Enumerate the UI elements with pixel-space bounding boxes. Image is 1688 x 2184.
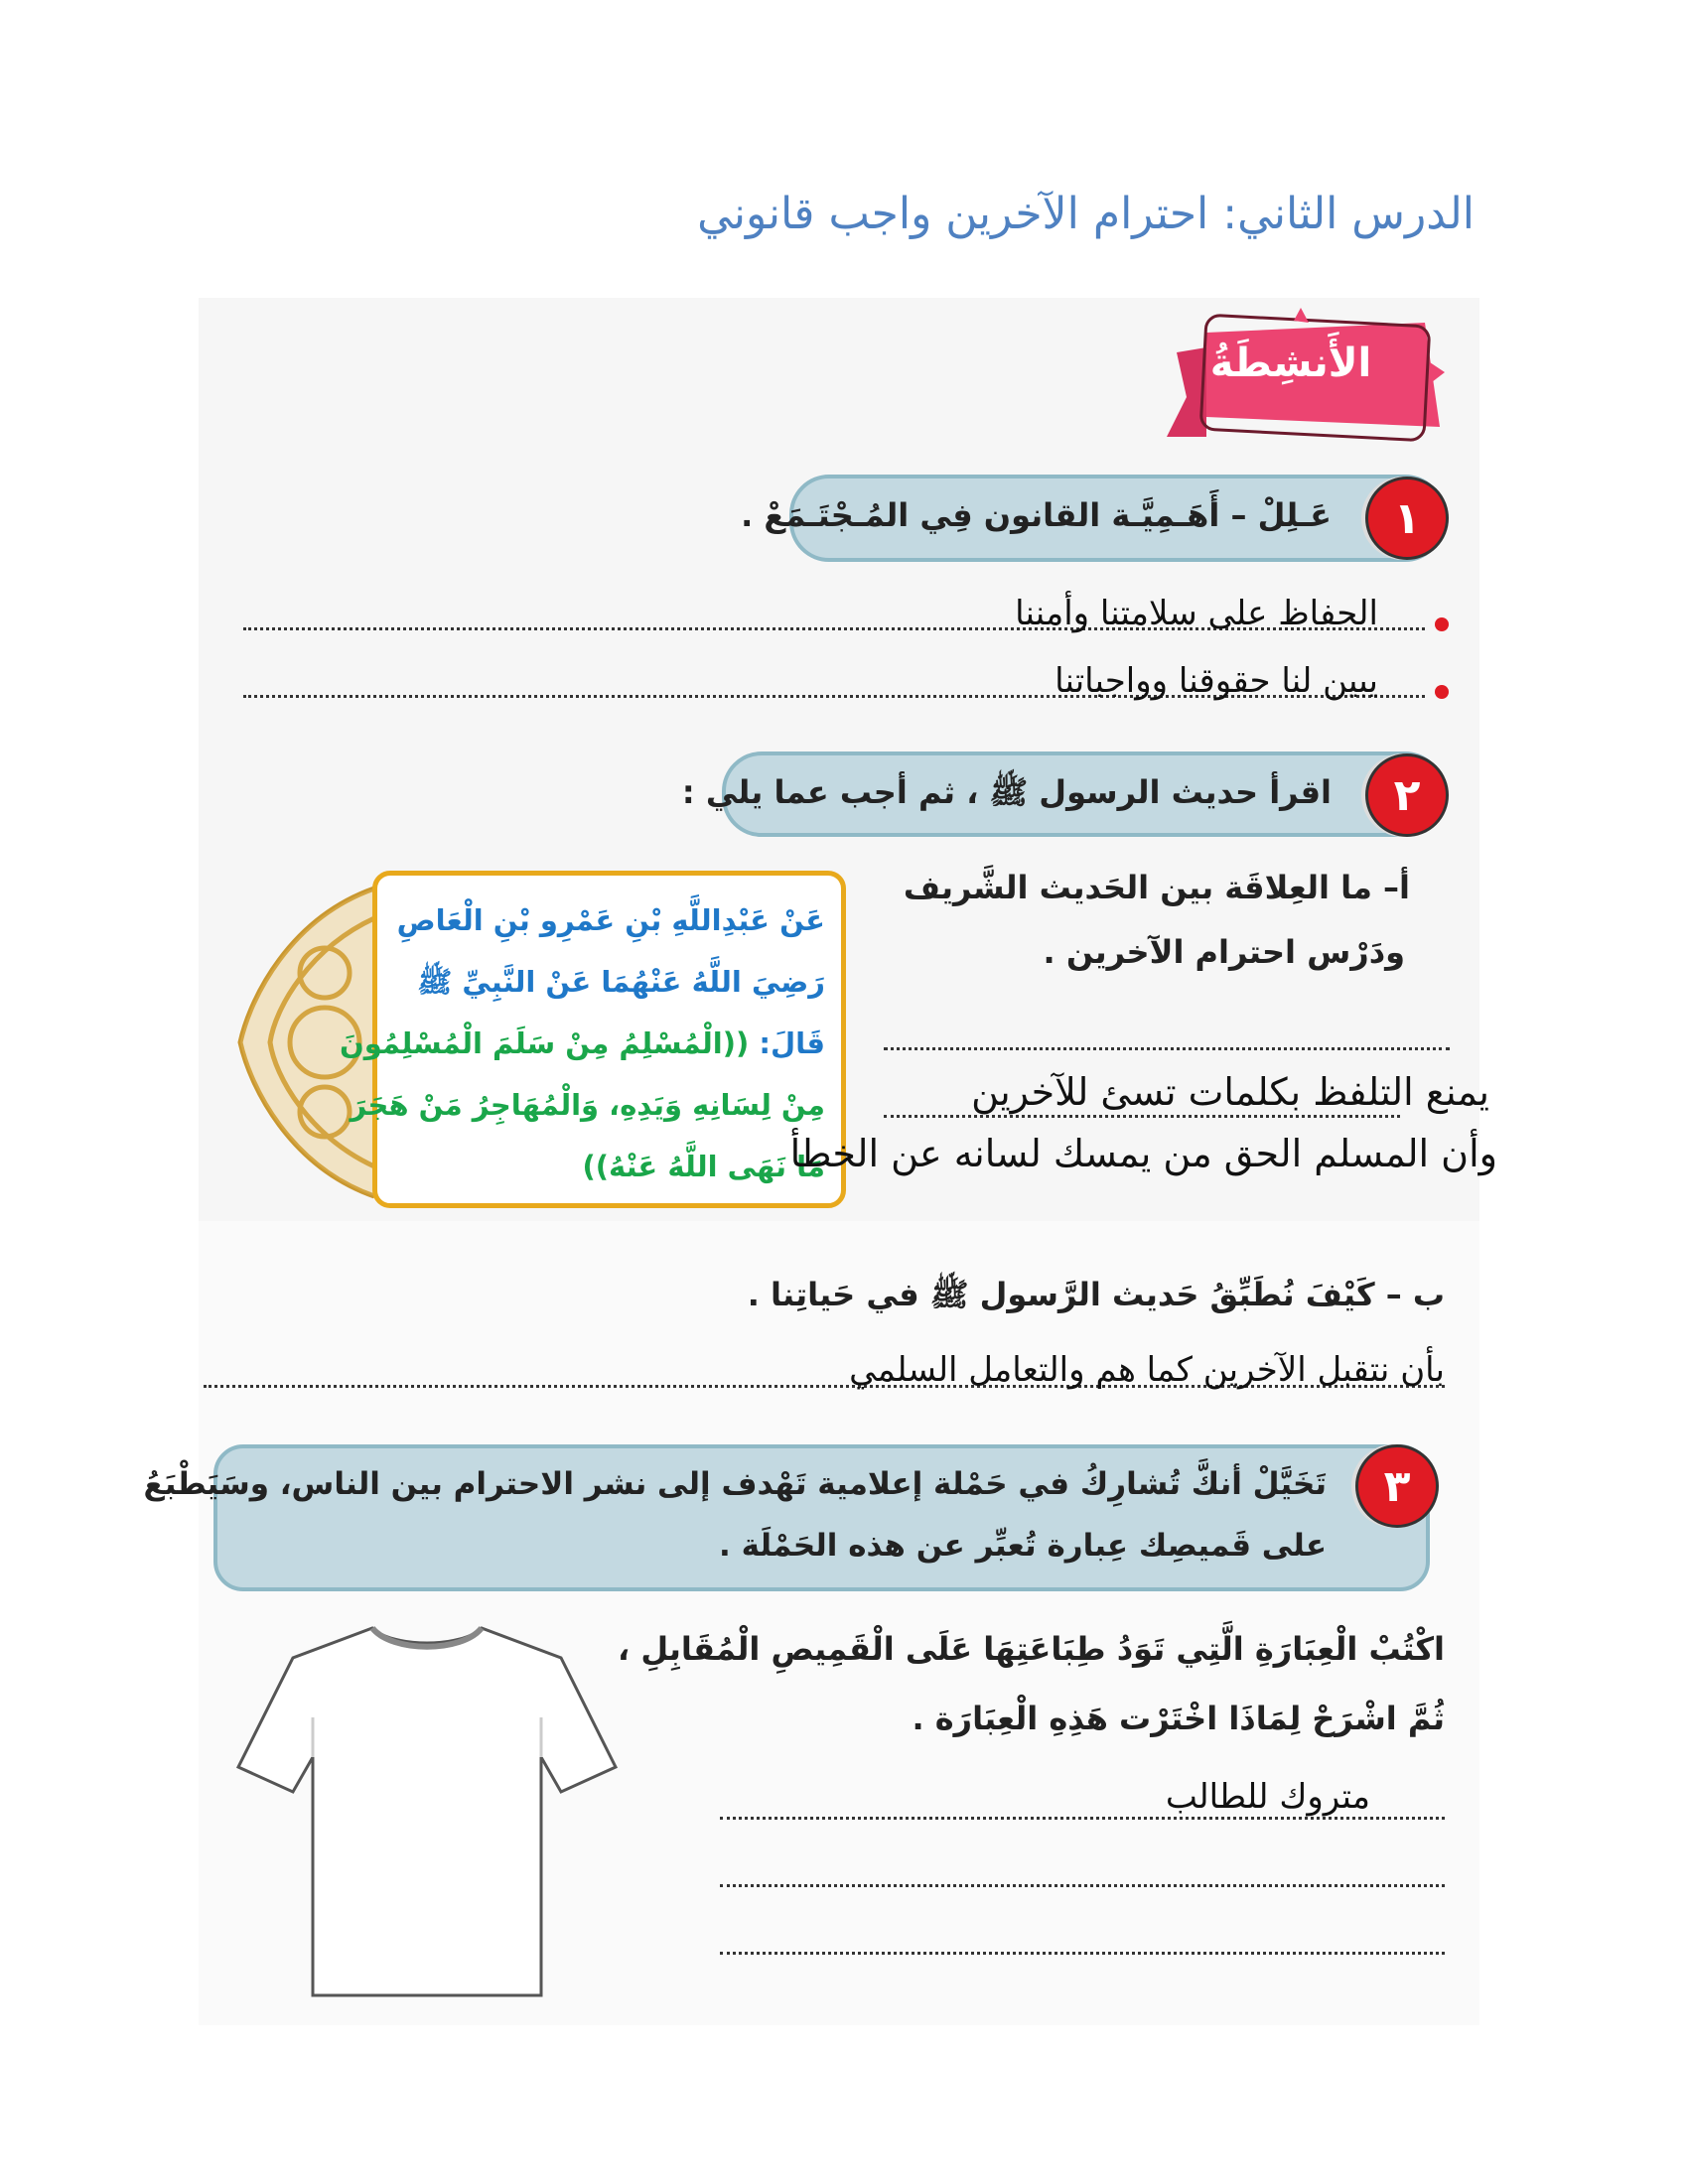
question-1-text: عَـلِلْ – أَهَـمِيَّـة القانون فِي المُـجْتَـمَعْ . bbox=[741, 496, 1332, 534]
hadith-box bbox=[339, 871, 846, 1208]
tshirt-icon bbox=[233, 1618, 621, 2005]
lesson-title: الدرس الثاني: احترام الآخرين واجب قانوني bbox=[697, 189, 1475, 239]
part-a-question-1: أ– ما العِلاقَة بين الحَديث الشَّريف bbox=[903, 869, 1410, 906]
question-2-number: ٢ bbox=[1365, 753, 1449, 837]
part-a-question-2: ودَرْس احترام الآخرين . bbox=[1043, 933, 1405, 971]
question-2-text: اقرأ حديث الرسول ﷺ ، ثم أجب عما يلي : bbox=[681, 773, 1332, 811]
hadith-line-3 bbox=[339, 1013, 825, 1074]
part-b-question: ب – كَيْفَ نُطَبِّقُ حَديث الرَّسول ﷺ في حَياتِنا . bbox=[747, 1276, 1445, 1313]
hadith-line-1: عَنْ عَبْدِاللَّهِ بْنِ عَمْرِو بْنِ الْعَاصِ bbox=[396, 903, 825, 937]
answer-line bbox=[720, 1952, 1445, 1955]
question-3-line-1: تَخَيَّلْ أنكَّ تُشارِكُ في حَمْلة إعلامية تَهْدف إلى نشر الاحترام بين الناس، وسَيَطْبَعُ bbox=[143, 1466, 1327, 1502]
part-a-answer-2: وأن المسلم الحق من يمسك لسانه عن الخطأ bbox=[789, 1132, 1497, 1175]
hadith-said: قَالَ: bbox=[749, 1026, 825, 1060]
hadith-quote-1: ((الْمُسْلِمُ مِنْ سَلَمَ الْمُسْلِمُونَ bbox=[339, 1026, 750, 1060]
q3-answer: متروك للطالب bbox=[1165, 1777, 1370, 1817]
hadith-line-5: مَا نَهَى اللَّهُ عَنْهُ)) bbox=[582, 1150, 825, 1183]
question-2-bar bbox=[681, 751, 1445, 837]
question-3-line-2: على قَميصِك عِبارة تُعبِّر عن هذه الحَمْلَة . bbox=[719, 1528, 1327, 1564]
q3-instruction-2: ثُمَّ اشْرَحْ لِمَاذَا اخْتَرْت هَذِهِ الْعِبَارَة . bbox=[912, 1700, 1445, 1737]
hadith-line-2: رَضِيَ اللَّهُ عَنْهُمَا عَنْ النَّبِيِّ ﷺ bbox=[417, 965, 825, 999]
part-a-answer-1: يمنع التلفظ بكلمات تسئ للآخرين bbox=[971, 1070, 1489, 1114]
activities-badge bbox=[1162, 303, 1450, 447]
question-3-number: ٣ bbox=[1355, 1444, 1439, 1528]
hadith-line-4: مِنْ لِسَانِهِ وَيَدِهِ، وَالْمُهَاجِرُ مَنْ هَجَرَ bbox=[350, 1088, 825, 1122]
answer-line bbox=[884, 1115, 1400, 1118]
answer-line bbox=[720, 1884, 1445, 1887]
badge-label: الأَنشِطَةُ bbox=[1209, 341, 1372, 386]
bullet-icon bbox=[1435, 617, 1449, 631]
answer-line bbox=[884, 1047, 1450, 1050]
question-1-number: ١ bbox=[1365, 477, 1449, 560]
q3-instruction-1: اكْتُبْ الْعِبَارَةِ الَّتِي تَوَدُ طِبَاعَتِهَا عَلَى الْقَمِيصِ الْمُقَابِلِ ، bbox=[618, 1630, 1445, 1668]
q1-answer-2: يبين لنا حقوقنا وواجباتنا bbox=[1055, 661, 1378, 701]
part-b-answer: بأن نتقبل الآخرين كما هم والتعامل السلمي bbox=[849, 1350, 1445, 1390]
question-1-bar bbox=[741, 475, 1445, 562]
bullet-icon bbox=[1435, 685, 1449, 699]
question-3-bar bbox=[143, 1444, 1430, 1591]
q1-answer-1: الحفاظ على سلامتنا وأمننا bbox=[1015, 594, 1378, 633]
answer-line bbox=[720, 1817, 1445, 1820]
